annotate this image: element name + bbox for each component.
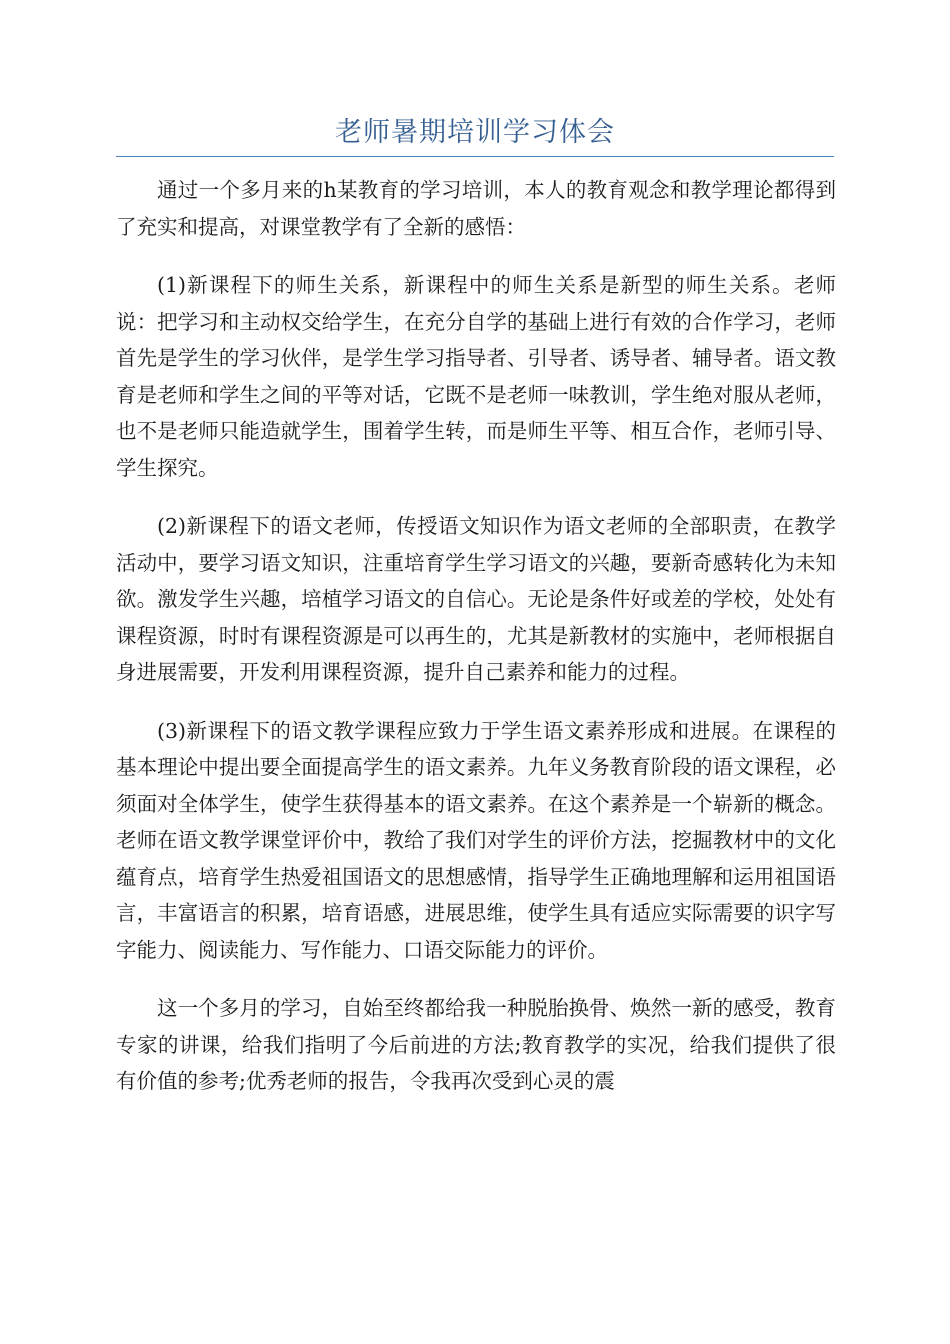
document-title: 老师暑期培训学习体会 [335, 117, 615, 148]
paragraph-summary: 这一个多月的学习，自始至终都给我一种脱胎换骨、焕然一新的感受，教育专家的讲课，给我们指明了今后前进的方法;教育教学的实况，给我们提供了很有价值的参考;优秀老师的报告，令我再次受到心灵的震 [116, 996, 836, 1093]
title-block [116, 110, 834, 157]
paragraph-point-3: (3)新课程下的语文教学课程应致力于学生语文素养形成和进展。在课程的基本理论中提出要全面提高学生的语文素养。九年义务教育阶段的语文课程，必须面对全体学生，使学生获得基本的语文素养。在这个素养是一个崭新的概念。老师在语文教学课堂评价中，教给了我们对学生的评价方法，挖掘教材中的文化蕴育点，培育学生热爱祖国语文的思想感情，指导学生正确地理解和运用祖国语言，丰富语言的积累，培育语感，进展思维，使学生具有适应实际需要的识字写字能力、阅读能力、写作能力、口语交际能力的评价。 [116, 718, 836, 962]
paragraph-intro: 通过一个多月来的h某教育的学习培训，本人的教育观念和教学理论都得到了充实和提高，对课堂教学有了全新的感悟： [116, 178, 836, 239]
document-body [116, 172, 836, 1122]
paragraph-point-1: (1)新课程下的师生关系，新课程中的师生关系是新型的师生关系。老师说：把学习和主动权交给学生，在充分自学的基础上进行有效的合作学习，老师首先是学生的学习伙伴，是学生学习指导者、引导者、诱导者、辅导者。语文教育是老师和学生之间的平等对话，它既不是老师一味教训，学生绝对服从老师，也不是老师只能造就学生，围着学生转，而是师生平等、相互合作，老师引导、学生探究。 [116, 273, 836, 480]
paragraph-point-2: (2)新课程下的语文老师，传授语文知识作为语文老师的全部职责，在教学活动中，要学习语文知识，注重培育学生学习语文的兴趣，要新奇感转化为未知欲。激发学生兴趣，培植学习语文的自信心。无论是条件好或差的学校，处处有课程资源，时时有课程资源是可以再生的，尤其是新教材的实施中，老师根据自身进展需要，开发利用课程资源，提升自己素养和能力的过程。 [116, 514, 836, 684]
